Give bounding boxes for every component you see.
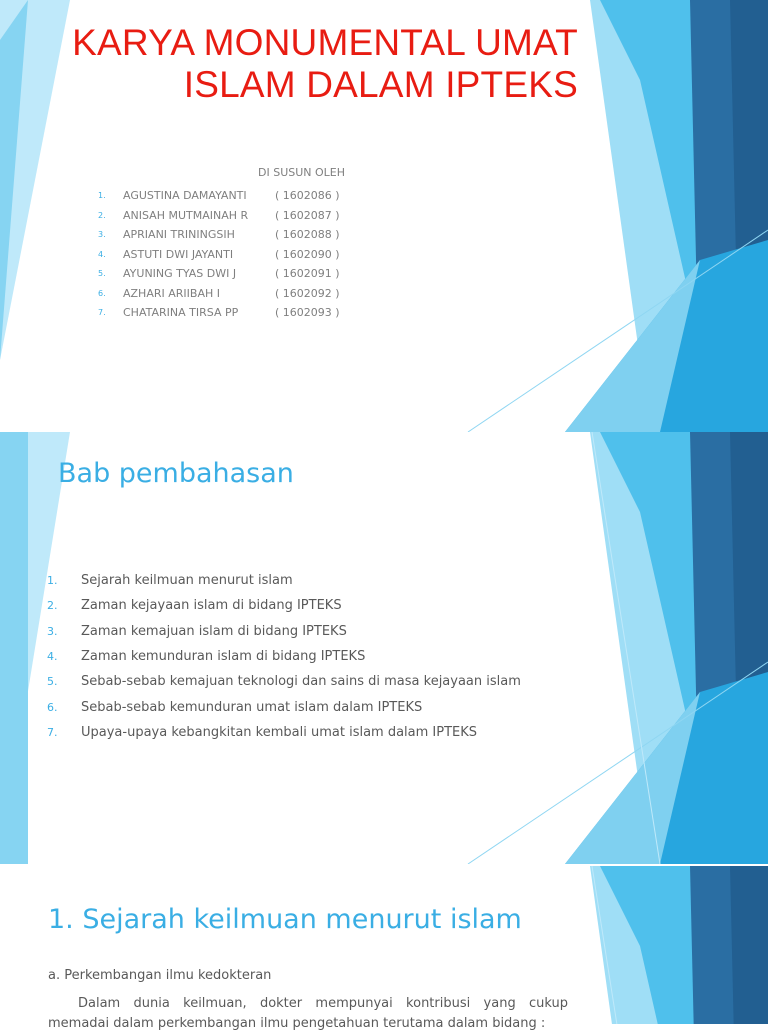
member-item xyxy=(98,264,340,284)
contents-number: 3. xyxy=(47,624,58,638)
member-id: ( 1602093 ) xyxy=(275,306,340,320)
member-name: AGUSTINA DAMAYANTI xyxy=(123,189,247,203)
member-number: 2. xyxy=(98,210,106,220)
member-id: ( 1602088 ) xyxy=(275,228,340,242)
member-name: AYUNING TYAS DWI J xyxy=(123,267,237,281)
contents-item xyxy=(47,644,521,669)
contents-text: Sebab-sebab kemunduran umat islam dalam IPTEKS xyxy=(81,699,423,715)
member-name: CHATARINA TIRSA PP xyxy=(123,306,239,320)
contents-number: 7. xyxy=(47,725,58,739)
contents-number: 5. xyxy=(47,675,58,689)
contents-number: 6. xyxy=(47,700,58,714)
contents-number: 1. xyxy=(47,574,58,588)
member-name: APRIANI TRININGSIH xyxy=(123,228,235,242)
member-id: ( 1602090 ) xyxy=(275,247,340,261)
member-name: AZHARI ARIIBAH I xyxy=(123,286,220,300)
member-id: ( 1602091 ) xyxy=(275,267,340,281)
section-subheading: a. Perkembangan ilmu kedokteran xyxy=(48,968,272,983)
section-title: 1. Sejarah keilmuan menurut islam xyxy=(48,904,522,935)
contents-item xyxy=(47,593,521,618)
right-darker-shape xyxy=(730,866,768,1024)
member-number: 4. xyxy=(98,249,106,259)
contents-title: Bab pembahasan xyxy=(58,458,294,489)
slide-title xyxy=(0,0,768,432)
left-blue-strip xyxy=(0,432,28,864)
member-item xyxy=(98,225,340,245)
credits-heading: DI SUSUN OLEH xyxy=(258,166,346,179)
contents-item xyxy=(47,694,521,719)
contents-number: 2. xyxy=(47,599,58,613)
contents-text: Zaman kejayaan islam di bidang IPTEKS xyxy=(81,598,342,614)
contents-item xyxy=(47,568,521,593)
contents-list xyxy=(47,568,521,745)
member-number: 7. xyxy=(98,308,106,318)
section-paragraph: Dalam dunia keilmuan, dokter mempunyai kontribusi yang cukup memadai dalam perkembangan ilmu pengetahuan terutama dalam bidang : xyxy=(48,996,568,1031)
member-name: ASTUTI DWI JAYANTI xyxy=(123,247,234,261)
contents-text: Zaman kemunduran islam di bidang IPTEKS xyxy=(81,649,366,665)
member-item xyxy=(98,284,340,304)
member-id: ( 1602087 ) xyxy=(275,208,340,222)
member-id: ( 1602086 ) xyxy=(275,189,340,203)
contents-item xyxy=(47,669,521,694)
contents-text: Sejarah keilmuan menurut islam xyxy=(81,573,293,589)
contents-item xyxy=(47,720,521,745)
member-name: ANISAH MUTMAINAH R xyxy=(123,208,249,222)
contents-item xyxy=(47,619,521,644)
member-number: 5. xyxy=(98,269,106,279)
member-number: 6. xyxy=(98,288,106,298)
contents-text: Sebab-sebab kemajuan teknologi dan sains di masa kejayaan islam xyxy=(81,674,521,690)
member-id: ( 1602092 ) xyxy=(275,286,340,300)
contents-number: 4. xyxy=(47,650,58,664)
slide-title-text: KARYA MONUMENTAL UMAT ISLAM DALAM IPTEKS xyxy=(72,22,578,105)
contents-text: Zaman kemajuan islam di bidang IPTEKS xyxy=(81,623,347,639)
member-item xyxy=(98,303,340,323)
member-number: 1. xyxy=(98,191,106,201)
contents-text: Upaya-upaya kebangkitan kembali umat islam dalam IPTEKS xyxy=(81,724,478,740)
member-number: 3. xyxy=(98,230,106,240)
member-item xyxy=(98,186,340,206)
member-item xyxy=(98,206,340,226)
member-list xyxy=(98,186,340,323)
member-item xyxy=(98,245,340,265)
